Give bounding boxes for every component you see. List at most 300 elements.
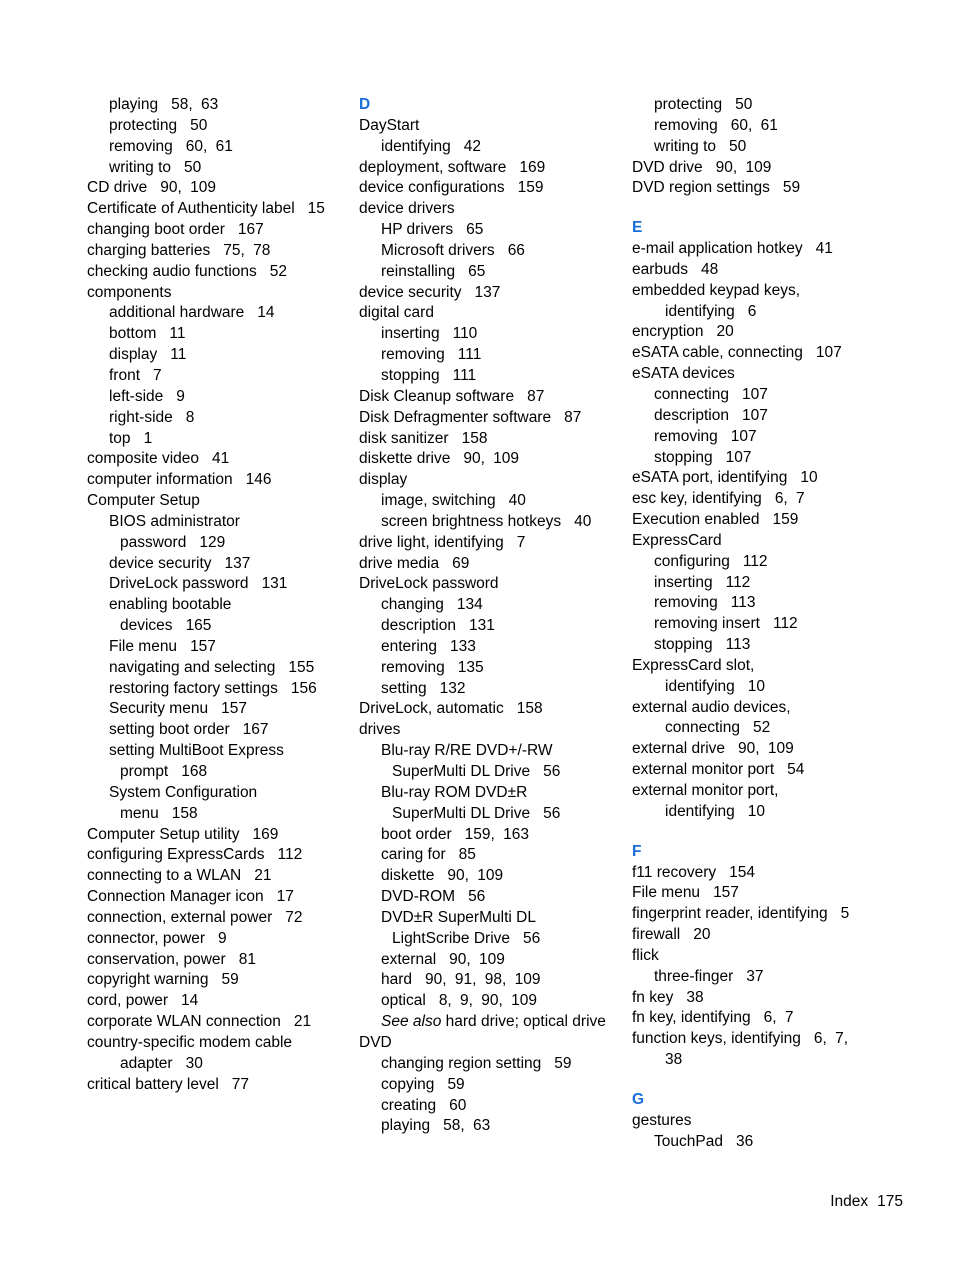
index-entry — [87, 762, 349, 783]
index-term: image, switching — [381, 492, 496, 510]
index-term: devices — [120, 617, 173, 635]
index-page-refs: 59 — [221, 971, 239, 989]
index-term: diskette — [381, 867, 435, 885]
index-page-refs: 56 — [543, 804, 561, 822]
index-page-refs: 158 — [461, 429, 488, 447]
index-entry — [359, 137, 621, 158]
index-page-refs: 9 — [218, 929, 227, 947]
index-entry — [87, 866, 349, 887]
index-term: SuperMulti DL Drive — [392, 763, 531, 780]
index-term: changing — [381, 596, 444, 614]
index-entry — [632, 364, 894, 385]
index-page-refs: 112 — [742, 552, 768, 570]
index-entry — [87, 554, 349, 575]
index-entry — [359, 554, 621, 575]
index-term: Security menu — [109, 700, 209, 718]
index-page-refs: 111 — [452, 366, 477, 384]
index-entry — [87, 679, 349, 700]
index-page-refs: 165 — [185, 617, 212, 635]
letter-heading: F — [632, 842, 642, 860]
index-page-refs: 8, 9, 90, 109 — [438, 992, 537, 1010]
index-term: device drivers — [359, 200, 455, 218]
index-term: flick — [632, 946, 659, 964]
index-entry — [359, 950, 621, 971]
index-term: configuring — [654, 552, 730, 570]
index-term: DriveLock password — [359, 575, 499, 593]
index-term: configuring ExpressCards — [87, 846, 265, 864]
index-page-refs: 9 — [176, 387, 185, 405]
index-term: DVD drive — [632, 158, 703, 176]
index-page-refs: 10 — [747, 802, 766, 820]
index-term: esc key, identifying — [632, 490, 762, 508]
index-page-refs: 54 — [787, 761, 805, 779]
index-entry — [632, 510, 894, 531]
index-term: HP drivers — [381, 221, 454, 239]
index-entry — [87, 283, 349, 304]
index-entry — [87, 491, 349, 512]
index-page-refs: 169 — [519, 158, 546, 176]
index-page-refs: 156 — [290, 679, 317, 697]
index-term: fn key, identifying — [632, 1009, 751, 1027]
index-entry — [359, 908, 621, 929]
index-entry — [87, 533, 349, 554]
index-page-refs: 169 — [252, 825, 279, 843]
index-see-also — [359, 1012, 621, 1033]
index-term: DriveLock, automatic — [359, 700, 504, 718]
index-entry — [359, 512, 621, 533]
index-term: enabling bootable — [109, 596, 232, 614]
index-term: copying — [381, 1075, 435, 1093]
index-page-refs: 6, 7 — [774, 490, 805, 508]
index-term: connecting — [665, 719, 740, 737]
see-also-label: See also — [381, 1013, 442, 1031]
index-entry — [359, 720, 621, 741]
index-term: writing to — [654, 137, 717, 155]
index-term: front — [109, 366, 141, 384]
index-entry — [359, 845, 621, 866]
index-page-refs: 90, 109 — [738, 740, 794, 758]
index-page-refs: 158 — [171, 804, 198, 822]
index-term: e-mail application hotkey — [632, 240, 803, 258]
index-page-refs: 132 — [439, 679, 466, 697]
footer-page-number: 175 — [877, 1193, 903, 1210]
index-term: inserting — [381, 325, 440, 343]
index-entry — [87, 1054, 349, 1075]
index-entry — [87, 95, 349, 116]
index-term: firewall — [632, 926, 681, 944]
index-page-refs: 56 — [543, 763, 561, 780]
index-page-refs: 17 — [276, 888, 294, 906]
index-entry — [632, 760, 894, 781]
index-term: disk sanitizer — [359, 429, 449, 447]
index-entry — [87, 116, 349, 137]
index-entry — [359, 762, 621, 783]
index-entry — [359, 491, 621, 512]
index-entry — [87, 137, 349, 158]
index-term: Computer Setup — [87, 492, 200, 510]
index-term: setting MultiBoot Express — [109, 742, 284, 760]
section-gap — [632, 823, 894, 842]
index-term: 38 — [665, 1051, 683, 1069]
index-page-refs: 5 — [840, 905, 850, 923]
index-term: DVD±R SuperMulti DL — [381, 908, 536, 926]
index-entry — [359, 616, 621, 637]
index-entry — [632, 552, 894, 573]
index-page-refs: 129 — [199, 533, 226, 551]
index-entry — [632, 635, 894, 656]
index-term: checking audio functions — [87, 262, 257, 280]
index-page-refs: 52 — [269, 262, 288, 280]
index-page-refs: 50 — [729, 137, 747, 155]
index-term: LightScribe Drive — [392, 929, 511, 947]
index-entry — [632, 988, 894, 1009]
index-page-refs: 85 — [458, 846, 476, 864]
index-term: stopping — [654, 636, 713, 654]
index-page-refs: 50 — [735, 96, 753, 113]
index-term: three-finger — [654, 967, 734, 985]
index-entry — [359, 408, 621, 429]
index-term: Certificate of Authenticity label — [87, 200, 295, 218]
index-term: gestures — [632, 1111, 692, 1129]
index-term: connector, power — [87, 929, 206, 947]
index-term: display — [109, 346, 158, 364]
index-page-refs: 1 — [143, 429, 153, 447]
index-entry — [87, 303, 349, 324]
index-term: optical — [381, 992, 426, 1010]
index-entry — [632, 239, 894, 260]
index-entry — [87, 637, 349, 658]
index-page-refs: 167 — [242, 721, 269, 739]
index-page-refs: 157 — [221, 700, 247, 718]
index-term: DVD-ROM — [381, 888, 456, 906]
index-entry — [87, 783, 349, 804]
index-entry — [359, 241, 621, 262]
index-entry — [87, 970, 349, 991]
index-page-refs: 77 — [231, 1075, 250, 1093]
index-term: changing boot order — [87, 221, 225, 239]
index-entry — [87, 845, 349, 866]
index-entry — [87, 595, 349, 616]
index-entry — [87, 950, 349, 971]
index-term: Blu-ray ROM DVD±R — [381, 783, 528, 801]
index-page-refs: 58, 63 — [171, 96, 219, 113]
section-gap — [632, 199, 894, 218]
index-page-refs: 59 — [554, 1054, 572, 1072]
index-entry — [359, 449, 621, 470]
see-also-target: hard drive; optical drive — [445, 1013, 606, 1031]
index-entry — [632, 698, 894, 719]
index-page-refs: 90, 109 — [447, 867, 504, 885]
index-page-refs: 65 — [466, 221, 484, 239]
index-entry — [359, 262, 621, 283]
index-page-refs: 112 — [277, 846, 303, 864]
index-page-refs: 111 — [457, 346, 482, 364]
index-page-refs: 107 — [815, 344, 842, 362]
index-entry — [632, 531, 894, 552]
index-term: device security — [109, 554, 212, 572]
index-entry — [87, 470, 349, 491]
index-entry — [87, 512, 349, 533]
index-entry — [632, 925, 894, 946]
index-term: hard — [381, 971, 413, 989]
index-term: restoring factory settings — [109, 679, 278, 697]
index-entry — [87, 1012, 349, 1033]
index-entry — [87, 720, 349, 741]
index-term: device security — [359, 283, 462, 301]
index-page-refs: 48 — [701, 260, 719, 278]
index-entry — [632, 1008, 894, 1029]
index-page-refs: 112 — [725, 573, 751, 591]
index-column-2 — [359, 95, 621, 1137]
index-term: cord, power — [87, 992, 168, 1010]
index-entry — [87, 158, 349, 179]
index-entry — [359, 887, 621, 908]
index-page-refs: 50 — [190, 116, 208, 134]
index-page-refs: 42 — [463, 137, 482, 155]
page-footer — [830, 1192, 903, 1212]
index-page-refs: 60 — [449, 1096, 467, 1114]
index-term: eSATA cable, connecting — [632, 344, 803, 362]
index-entry — [87, 929, 349, 950]
index-term: connecting to a WLAN — [87, 867, 242, 885]
index-entry — [359, 283, 621, 304]
index-term: fn key — [632, 988, 674, 1006]
index-page-refs: 134 — [456, 596, 483, 614]
index-entry — [632, 427, 894, 448]
index-term: corporate WLAN connection — [87, 1013, 281, 1031]
index-entry — [632, 1132, 894, 1153]
index-entry — [632, 137, 894, 158]
letter-heading: G — [632, 1090, 645, 1108]
index-entry — [632, 863, 894, 884]
index-entry — [359, 220, 621, 241]
index-term: external monitor port — [632, 761, 775, 779]
index-entry — [632, 448, 894, 469]
index-entry — [359, 783, 621, 804]
index-column-1 — [87, 95, 349, 1096]
index-page-refs: 59 — [782, 179, 801, 197]
index-entry — [359, 970, 621, 991]
index-term: TouchPad — [654, 1132, 723, 1150]
index-page-refs: 60, 61 — [730, 116, 778, 134]
index-term: password — [120, 533, 187, 551]
index-entry — [632, 178, 894, 199]
index-term: DayStart — [359, 116, 420, 134]
index-term: f11 recovery — [632, 863, 717, 881]
index-term: File menu — [632, 884, 701, 902]
index-entry — [359, 345, 621, 366]
index-page-refs: 14 — [180, 992, 199, 1010]
index-entry — [632, 739, 894, 760]
index-term: drive light, identifying — [359, 533, 504, 551]
index-page-refs: 75, 78 — [223, 241, 271, 259]
index-term: navigating and selecting — [109, 658, 276, 676]
index-entry — [87, 825, 349, 846]
index-term: digital card — [359, 304, 434, 322]
index-page-refs: 6, 7, — [813, 1030, 849, 1048]
index-term: prompt — [120, 763, 169, 780]
index-page-refs: 7 — [153, 366, 162, 384]
index-page-refs: 6, 7 — [763, 1009, 794, 1027]
index-page-refs: 7 — [516, 533, 526, 551]
index-term: charging batteries — [87, 241, 211, 259]
index-term: Microsoft drivers — [381, 241, 495, 259]
index-entry — [359, 804, 621, 825]
index-page-refs: 36 — [735, 1132, 754, 1150]
index-term: changing region setting — [381, 1054, 542, 1072]
index-page-refs: 131 — [468, 617, 495, 635]
index-page-refs: 21 — [254, 867, 272, 885]
index-page-refs: 10 — [747, 677, 766, 695]
index-term: composite video — [87, 450, 200, 468]
index-page-refs: 40 — [574, 512, 592, 530]
index-entry — [359, 178, 621, 199]
index-term: adapter — [120, 1054, 173, 1072]
index-column-3 — [632, 95, 894, 1153]
index-term: inserting — [654, 573, 713, 591]
index-page-refs: 159 — [517, 179, 544, 197]
index-term: entering — [381, 637, 438, 655]
index-term: function keys, identifying — [632, 1030, 801, 1048]
index-page-refs: 65 — [468, 262, 486, 280]
index-term: eSATA devices — [632, 365, 735, 383]
index-entry — [87, 887, 349, 908]
index-page-refs: 15 — [307, 200, 325, 218]
index-entry — [87, 220, 349, 241]
index-entry — [359, 741, 621, 762]
index-page-refs: 137 — [224, 554, 251, 572]
index-page-refs: 11 — [170, 346, 187, 364]
index-page-refs: 154 — [729, 863, 756, 881]
index-page-refs: 107 — [730, 427, 757, 445]
index-term: removing — [654, 116, 718, 134]
index-entry — [87, 449, 349, 470]
index-term: System Configuration — [109, 783, 258, 801]
index-term: external monitor port, — [632, 782, 779, 799]
index-page-refs: 90, 91, 98, 109 — [425, 971, 541, 989]
index-page-refs: 167 — [237, 221, 264, 239]
index-entry — [632, 406, 894, 427]
index-entry — [87, 366, 349, 387]
index-page-refs: 14 — [257, 304, 275, 322]
index-page-refs: 20 — [693, 926, 711, 944]
index-entry — [632, 573, 894, 594]
index-term: drives — [359, 721, 401, 739]
index-page-refs: 113 — [725, 636, 751, 654]
index-entry — [632, 781, 894, 802]
index-entry — [359, 1096, 621, 1117]
index-page-refs: 146 — [245, 471, 272, 489]
letter-heading: D — [359, 96, 371, 113]
index-entry — [87, 616, 349, 637]
index-term: CD drive — [87, 179, 148, 197]
index-term: removing — [654, 427, 718, 445]
index-entry — [87, 908, 349, 929]
index-page-refs: 158 — [516, 700, 543, 718]
index-page-refs: 155 — [288, 658, 315, 676]
index-entry — [632, 718, 894, 739]
index-term: Computer Setup utility — [87, 825, 240, 843]
index-term: creating — [381, 1096, 437, 1114]
index-term: File menu — [109, 637, 178, 655]
index-entry — [87, 429, 349, 450]
index-entry — [87, 574, 349, 595]
index-entry — [359, 429, 621, 450]
index-entry — [87, 387, 349, 408]
index-term: Blu-ray R/RE DVD+/-RW — [381, 742, 553, 760]
index-entry — [632, 1050, 894, 1071]
index-term: conservation, power — [87, 950, 226, 968]
index-page-refs: 20 — [716, 323, 734, 341]
index-entry — [632, 158, 894, 179]
index-entry — [87, 241, 349, 262]
index-page-refs: 87 — [527, 387, 545, 405]
index-page-refs: 10 — [800, 469, 818, 487]
index-entry — [359, 366, 621, 387]
index-page-refs: 40 — [508, 492, 526, 510]
index-term: device configurations — [359, 179, 505, 197]
index-entry — [359, 574, 621, 595]
index-term: setting boot order — [109, 721, 230, 739]
index-entry — [87, 741, 349, 762]
index-entry — [87, 199, 349, 220]
index-page-refs: 6 — [747, 302, 757, 320]
index-page-refs: 69 — [452, 554, 470, 572]
index-entry — [359, 158, 621, 179]
index-page-refs: 41 — [815, 240, 833, 258]
index-entry — [632, 593, 894, 614]
index-term: protecting — [109, 116, 178, 134]
index-term: description — [654, 406, 729, 424]
index-page-refs: 58, 63 — [443, 1117, 491, 1135]
index-entry — [359, 1116, 621, 1137]
index-entry — [632, 802, 894, 823]
index-term: fingerprint reader, identifying — [632, 905, 828, 923]
index-term: screen brightness hotkeys — [381, 512, 562, 530]
index-term: drive media — [359, 554, 440, 572]
index-entry — [359, 658, 621, 679]
index-entry — [359, 303, 621, 324]
index-entry — [359, 387, 621, 408]
index-entry — [632, 883, 894, 904]
index-term: critical battery level — [87, 1075, 219, 1093]
index-entry — [87, 1075, 349, 1096]
index-entry — [359, 595, 621, 616]
index-term: Disk Defragmenter software — [359, 408, 552, 426]
index-entry — [632, 489, 894, 510]
index-entry — [359, 1033, 621, 1054]
index-term: protecting — [654, 96, 723, 113]
index-entry — [632, 967, 894, 988]
index-entry — [87, 991, 349, 1012]
index-term: setting — [381, 679, 427, 697]
index-term: description — [381, 617, 456, 635]
index-entry — [632, 116, 894, 137]
index-page-refs: 38 — [686, 988, 704, 1006]
index-term: removing — [109, 137, 173, 155]
index-entry — [632, 302, 894, 323]
index-entry — [632, 614, 894, 635]
index-entry — [359, 929, 621, 950]
index-entry — [632, 322, 894, 343]
index-entry — [359, 699, 621, 720]
index-page-refs: 90, 109 — [463, 450, 520, 468]
index-entry — [632, 468, 894, 489]
index-entry — [632, 677, 894, 698]
index-term: country-specific modem cable — [87, 1033, 293, 1051]
index-page-refs: 168 — [181, 763, 208, 780]
index-term: external audio devices, — [632, 698, 791, 716]
